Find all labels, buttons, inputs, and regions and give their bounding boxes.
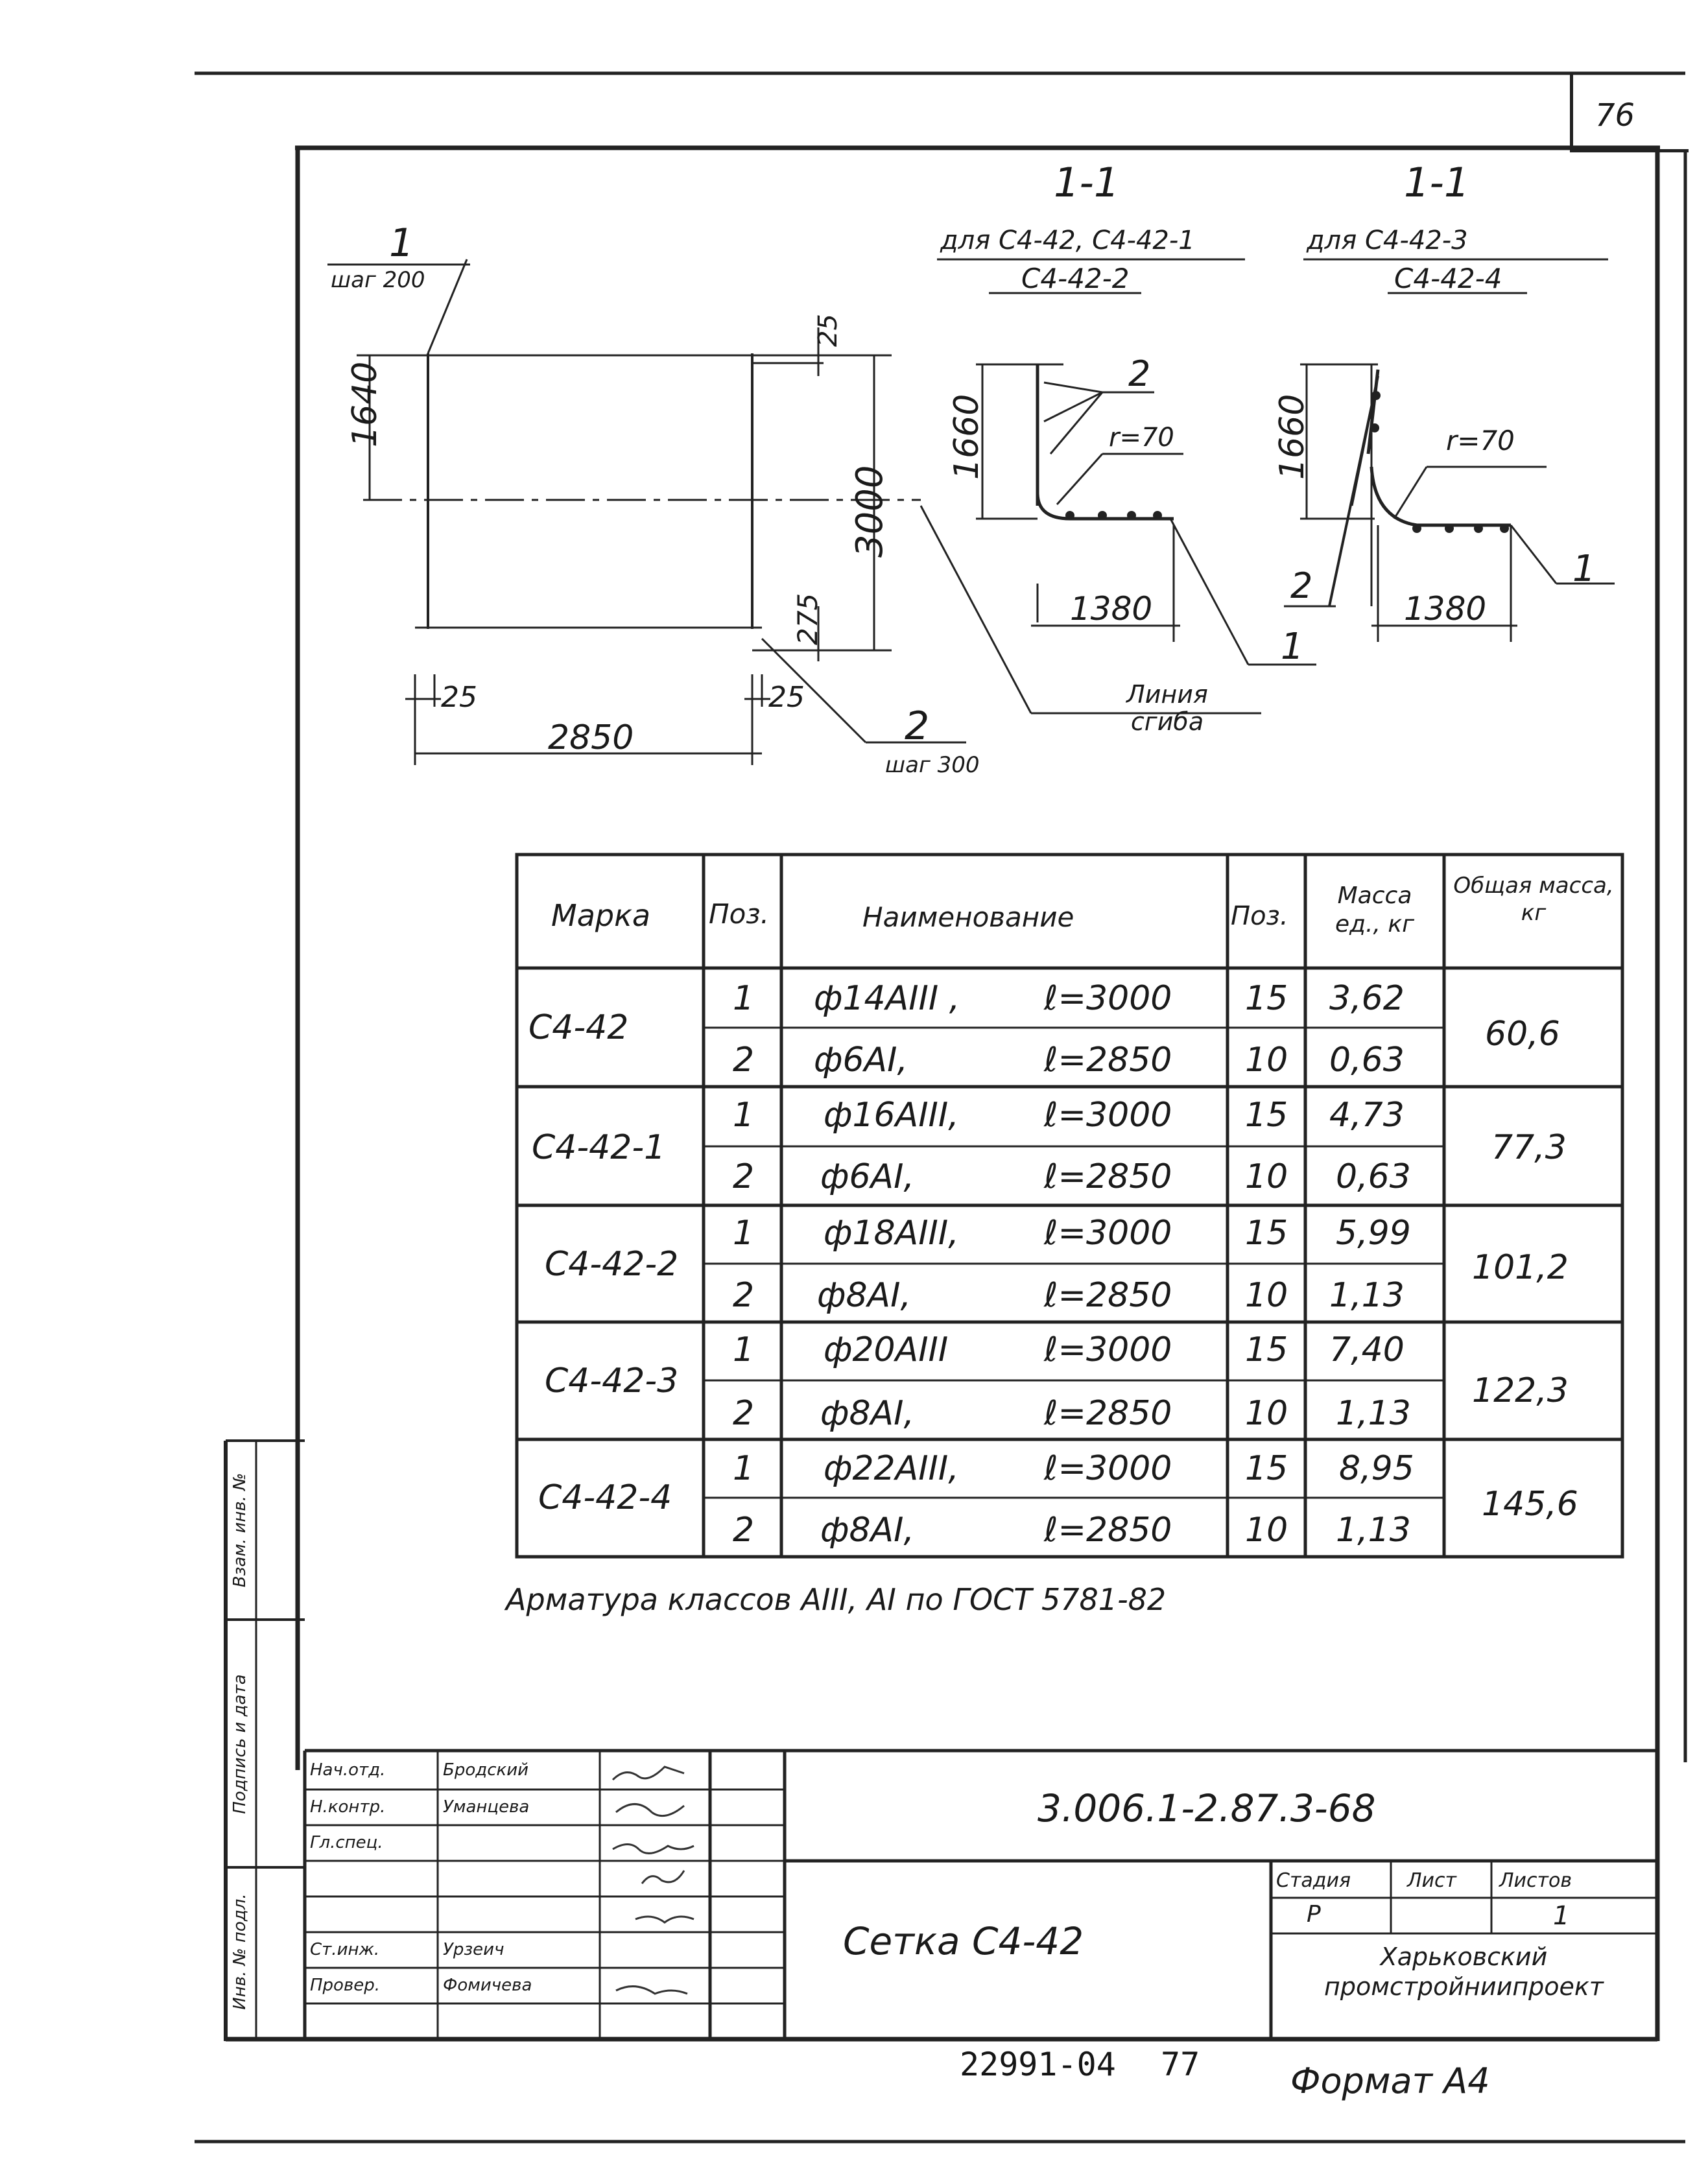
section-b-dim-1660: 1660 (1273, 394, 1312, 480)
spec-row-mark: С4-42-3 (545, 1362, 679, 1400)
spec-item-bar: ф18АIII, (824, 1214, 959, 1253)
spec-row-mark: С4-42-4 (538, 1478, 672, 1517)
inventory-number: 22991-04 (960, 2046, 1116, 2083)
spec-item-pos: 1 (733, 1330, 755, 1369)
spec-header-total-mass: Общая масса, кг (1453, 873, 1614, 926)
spec-item-mass: 1,13 (1336, 1511, 1411, 1550)
spec-item-qty: 10 (1245, 1511, 1288, 1550)
spec-item-qty: 10 (1245, 1041, 1288, 1080)
mesh-dim-25-right: 25 (768, 681, 805, 714)
section-a-title: 1-1 (1054, 159, 1120, 206)
spec-item-pos: 1 (733, 1214, 755, 1253)
mesh-dim-275: 275 (792, 593, 824, 645)
spec-item-mass: 3,62 (1329, 979, 1405, 1018)
spec-row-total: 145,6 (1482, 1485, 1578, 1524)
spec-item-bar: ф8АI, (820, 1394, 914, 1433)
spec-item-pos: 1 (733, 1449, 755, 1488)
spec-item-bar: ф6АI, (820, 1157, 914, 1196)
spec-item-mass: 5,99 (1336, 1214, 1411, 1253)
side-label-signature-date: Подпись и дата (230, 1674, 250, 1814)
stamp-role: Гл.спец. (310, 1833, 383, 1852)
spec-item-bar: ф22АIII, (824, 1449, 959, 1488)
spec-row-mark: С4-42-1 (532, 1128, 666, 1167)
sheets-total-value: 1 (1553, 1901, 1570, 1931)
side-label-inventory: Инв. № подл. (230, 1893, 250, 2010)
spec-item-pos: 2 (733, 1276, 755, 1315)
section-b-pos2: 2 (1290, 565, 1313, 606)
stamp-name: Бродский (443, 1760, 529, 1780)
spec-item-length: ℓ=2850 (1044, 1157, 1172, 1196)
spec-row-total: 122,3 (1472, 1371, 1569, 1410)
spec-item-mass: 7,40 (1329, 1330, 1405, 1369)
drawing-title: Сетка С4-42 (843, 1919, 1084, 1963)
spec-item-pos: 2 (733, 1041, 755, 1080)
spec-item-pos: 1 (733, 979, 755, 1018)
spec-item-pos: 2 (733, 1511, 755, 1550)
spec-header-unit-mass: Масса ед., кг (1334, 882, 1415, 938)
spec-item-bar: ф20АIII (824, 1330, 949, 1369)
spec-header-qty: Поз. (1231, 901, 1288, 931)
page-number: 76 (1595, 97, 1635, 134)
spec-row-mark: С4-42-2 (545, 1245, 679, 1284)
spec-item-length: ℓ=3000 (1044, 1214, 1172, 1253)
section-a-dim-1380: 1380 (1070, 590, 1153, 628)
spec-item-mass: 1,13 (1329, 1276, 1405, 1315)
spec-item-qty: 15 (1245, 1214, 1288, 1253)
spec-item-bar: ф6АI, (814, 1041, 908, 1080)
side-label-replacement: Взам. инв. № (230, 1472, 250, 1588)
spec-item-mass: 0,63 (1329, 1041, 1405, 1080)
spec-header-name: Наименование (862, 901, 1074, 933)
stamp-role: Ст.инж. (310, 1940, 380, 1959)
mesh-dim-25-left: 25 (441, 681, 477, 714)
stamp-name: Урзеич (443, 1940, 504, 1959)
spec-item-qty: 15 (1245, 1096, 1288, 1135)
section-a-dim-1660: 1660 (947, 394, 986, 480)
mesh-pos2-step: шаг 300 (885, 752, 980, 778)
section-a-radius: r=70 (1109, 423, 1174, 453)
section-b-dim-1380: 1380 (1404, 590, 1487, 628)
section-a-subtitle-2: С4-42-2 (1021, 263, 1130, 294)
spec-header-mark: Марка (551, 898, 651, 933)
spec-item-qty: 15 (1245, 1449, 1288, 1488)
section-b-title: 1-1 (1404, 159, 1470, 206)
section-a-pos2: 2 (1128, 353, 1151, 394)
section-b-subtitle-1: для С4-42-3 (1307, 226, 1468, 255)
mesh-pos1-step: шаг 200 (331, 267, 425, 293)
section-b-subtitle-2: С4-42-4 (1394, 263, 1502, 294)
bend-line-label: Линия сгиба (1126, 680, 1208, 736)
mesh-dim-2850: 2850 (548, 718, 634, 757)
spec-item-mass: 1,13 (1336, 1394, 1411, 1433)
section-a-pos1: 1 (1281, 626, 1304, 668)
sheet-format: Формат А4 (1290, 2061, 1490, 2101)
spec-item-bar: ф8АI, (817, 1276, 911, 1315)
spec-item-mass: 8,95 (1339, 1449, 1414, 1488)
stage-value: Р (1307, 1901, 1321, 1928)
spec-item-length: ℓ=3000 (1044, 1330, 1172, 1369)
section-a-subtitle-1: для С4-42, С4-42-1 (940, 226, 1195, 255)
spec-item-mass: 4,73 (1329, 1096, 1405, 1135)
spec-header-pos: Поз. (709, 898, 769, 930)
stamp-role: Нач.отд. (310, 1760, 386, 1780)
spec-item-bar: ф8АI, (820, 1511, 914, 1550)
spec-item-pos: 1 (733, 1096, 755, 1135)
spec-row-total: 60,6 (1485, 1015, 1560, 1054)
mesh-dim-1640: 1640 (346, 361, 385, 447)
spec-item-length: ℓ=2850 (1044, 1041, 1172, 1080)
spec-item-qty: 10 (1245, 1394, 1288, 1433)
spec-item-length: ℓ=3000 (1044, 1449, 1172, 1488)
spec-row-total: 77,3 (1491, 1128, 1567, 1167)
spec-item-length: ℓ=3000 (1044, 979, 1172, 1018)
section-a (921, 259, 1316, 713)
organization-name: Харьковский промстройниипроект (1324, 1943, 1604, 2001)
spec-row-mark: С4-42 (528, 1008, 629, 1047)
spec-item-length: ℓ=3000 (1044, 1096, 1172, 1135)
spec-item-qty: 15 (1245, 1330, 1288, 1369)
spec-item-pos: 2 (733, 1394, 755, 1433)
inventory-page: 77 (1161, 2046, 1200, 2083)
spec-item-bar: ф14АIII , (814, 979, 960, 1018)
spec-item-qty: 10 (1245, 1157, 1288, 1196)
signatures (613, 1767, 694, 1994)
spec-item-length: ℓ=2850 (1044, 1511, 1172, 1550)
spec-item-bar: ф16АIII, (824, 1096, 959, 1135)
stamp-name: Фомичева (443, 1976, 532, 1995)
document-code: 3.006.1-2.87.3-68 (1038, 1786, 1376, 1830)
reinforcement-note: Арматура классов АIII, АI по ГОСТ 5781-82 (506, 1582, 1167, 1617)
stamp-role: Н.контр. (310, 1797, 386, 1817)
spec-item-qty: 15 (1245, 979, 1288, 1018)
mesh-dim-3000: 3000 (849, 465, 891, 558)
spec-item-length: ℓ=2850 (1044, 1394, 1172, 1433)
section-b-pos1: 1 (1572, 548, 1596, 590)
sheet-header: Лист (1407, 1869, 1457, 1892)
spec-row-total: 101,2 (1472, 1248, 1569, 1287)
spec-item-pos: 2 (733, 1157, 755, 1196)
sheets-header: Листов (1499, 1869, 1572, 1892)
mesh-dim-25-top: 25 (813, 314, 843, 347)
stamp-name: Уманцева (443, 1797, 530, 1817)
spec-item-mass: 0,63 (1336, 1157, 1411, 1196)
stamp-role: Провер. (310, 1976, 381, 1995)
spec-item-qty: 10 (1245, 1276, 1288, 1315)
section-b-radius: r=70 (1446, 425, 1515, 456)
mesh-pos1-label: 1 (389, 220, 414, 266)
spec-item-length: ℓ=2850 (1044, 1276, 1172, 1315)
stage-header: Стадия (1276, 1869, 1351, 1892)
mesh-pos2-label: 2 (905, 703, 930, 749)
